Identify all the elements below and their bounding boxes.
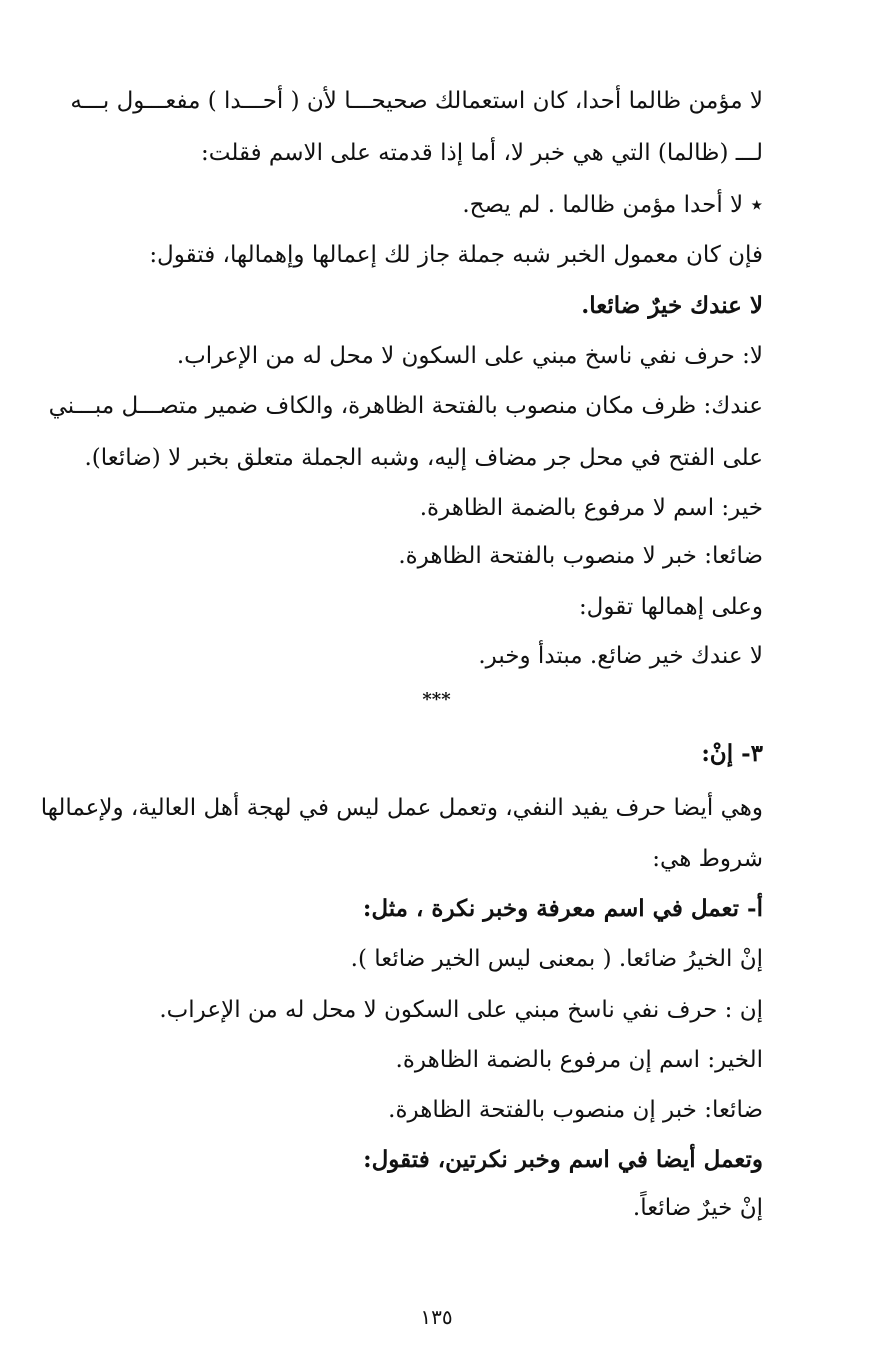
text-line: الخير: اسم إن مرفوع بالضمة الظاهرة. bbox=[395, 1047, 763, 1073]
text-line: خير: اسم لا مرفوع بالضمة الظاهرة. bbox=[419, 495, 763, 521]
text-line: ضائعا: خبر إن منصوب بالفتحة الظاهرة. bbox=[388, 1097, 763, 1123]
text-line: لا: حرف نفي ناسخ مبني على السكون لا محل له من الإعراب. bbox=[176, 343, 763, 369]
text-line: وعلى إهمالها تقول: bbox=[578, 594, 763, 620]
text-line: ٭ لا أحدا مؤمن ظالما . لم يصح. bbox=[462, 192, 763, 218]
text-line: إن : حرف نفي ناسخ مبني على السكون لا محل له من الإعراب. bbox=[159, 997, 763, 1023]
text-line: لـــ (ظالما) التي هي خبر لا، أما إذا قدمته على الاسم فقلت: bbox=[201, 140, 763, 166]
section-heading: ٣- إنْ: bbox=[701, 740, 763, 767]
text-line: على الفتح في محل جر مضاف إليه، وشبه الجملة متعلق بخبر لا (ضائعا). bbox=[84, 445, 763, 471]
text-line: إنْ الخيرُ ضائعا. ( بمعنى ليس الخير ضائعا ). bbox=[350, 946, 763, 972]
text-line: لا عندك خير ضائع. مبتدأ وخبر. bbox=[478, 643, 763, 669]
subheading-line: أ- تعمل في اسم معرفة وخبر نكرة ، مثل: bbox=[362, 895, 763, 922]
text-line: إنْ خيرٌ ضائعاً. bbox=[632, 1195, 763, 1221]
example-line: لا عندك خيرٌ ضائعا. bbox=[581, 292, 763, 319]
text-line: وهي أيضا حرف يفيد النفي، وتعمل عمل ليس في لهجة أهل العالية، ولإعمالها bbox=[40, 795, 763, 821]
subheading-line: وتعمل أيضا في اسم وخبر نكرتين، فتقول: bbox=[363, 1146, 763, 1173]
page-number: ١٣٥ bbox=[420, 1305, 453, 1329]
text-line: فإن كان معمول الخبر شبه جملة جاز لك إعمالها وإهمالها، فتقول: bbox=[149, 242, 763, 268]
text-line: ضائعا: خبر لا منصوب بالفتحة الظاهرة. bbox=[398, 543, 763, 569]
text-line: شروط هي: bbox=[652, 846, 763, 872]
text-line: عندك: ظرف مكان منصوب بالفتحة الظاهرة، والكاف ضمير متصـــل مبـــني bbox=[48, 393, 763, 419]
text-line: لا مؤمن ظالما أحدا، كان استعمالك صحيحـــا لأن ( أحـــدا ) مفعـــول بـــه bbox=[70, 88, 763, 114]
section-separator: *** bbox=[422, 689, 451, 710]
